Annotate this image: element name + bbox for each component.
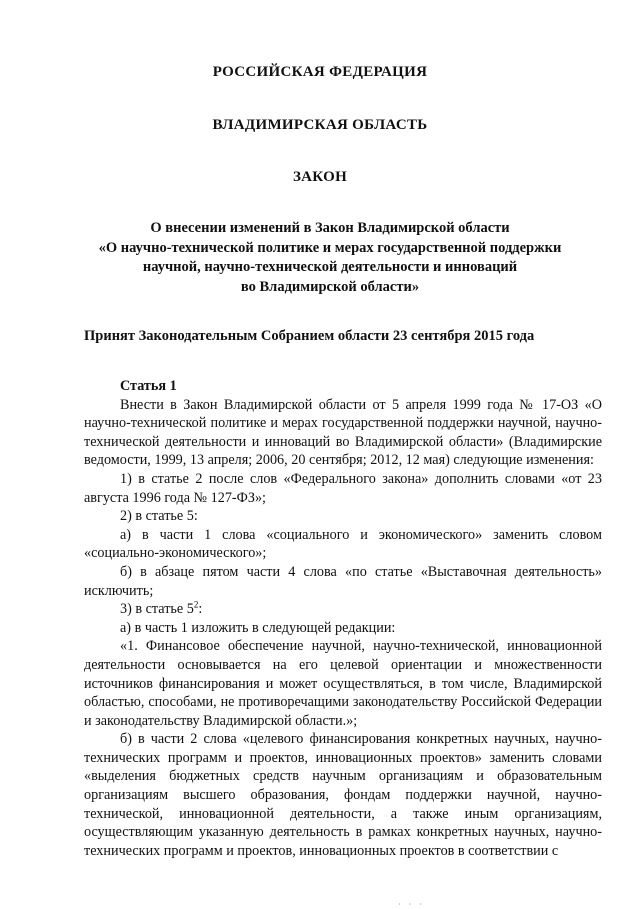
region-heading: ВЛАДИМИРСКАЯ ОБЛАСТЬ <box>212 117 428 133</box>
paragraph-text: 3) в статье 5 <box>120 601 194 618</box>
paragraph: Внести в Закон Владимирской области от 5 апреля 1999 года № 17-ОЗ «О научно-технической политике и мерах государственной поддержки научной, научно-технической деятельности и инноваций во Владимирской области» (Владимирские ведомости, 1999, 13 апреля; 2006, 20 сентября; 2012, 12 мая) следующие изменения: <box>84 396 602 469</box>
law-heading: ЗАКОН <box>292 169 348 185</box>
paragraph-text: : <box>198 601 203 618</box>
law-body <box>84 377 602 860</box>
paragraph: «1. Финансовое обеспечение научной, научно-технической, инновационной деятельности основывается на его целевой ориентации и множественности источников финансирования и может осуществляться, в том числе, Владимирской областью, способами, не противоречащими законодательству Российской Федерации и законодательству Владимирской области.»; <box>84 638 602 729</box>
paragraph: 1) в статье 2 после слов «Федерального закона» дополнить словами «от 23 августа 1996 года № 127-ФЗ»; <box>84 470 602 506</box>
adoption-line: Принят Законодательным Собранием области 23 сентября 2015 года <box>84 328 535 344</box>
superscript: 2 <box>193 599 199 610</box>
title-line: «О научно-технической политике и мерах государственной поддержки <box>98 239 562 256</box>
country-heading: РОССИЙСКАЯ ФЕДЕРАЦИЯ <box>212 64 428 80</box>
paragraph: 2) в статье 5: <box>120 508 198 525</box>
paragraph: а) в части 1 слова «социального и экономического» заменить словом «социально-экономического»; <box>84 526 602 562</box>
paragraph <box>84 600 602 619</box>
title-line: О внесении изменений в Закон Владимирской области <box>150 220 510 236</box>
law-title <box>60 219 600 297</box>
title-line: научной, научно-технической деятельности и инноваций <box>142 259 518 275</box>
article-heading: Статья 1 <box>120 378 177 394</box>
paragraph: а) в часть 1 изложить в следующей редакции: <box>120 619 396 636</box>
paragraph: б) в абзаце пятом части 4 слова «по статье «Выставочная деятельность» исключить; <box>84 563 602 599</box>
title-line: во Владимирской области» <box>240 278 420 295</box>
paragraph: б) в части 2 слова «целевого финансирования конкретных научных, научно-технических программ и проектов, инновационных проектов» заменить словами «выделения бюджетных средств научным организациям и образовательным организациям высшего образования, фондам поддержки научной, научно-технической, инновационной деятельности, а также иным организациям, осуществляющим указанную деятельность в рамках конкретных научных, научно-технических программ и проектов, инновационных проектов в соответствии с <box>84 731 602 859</box>
scan-mark: · · · <box>398 900 425 909</box>
